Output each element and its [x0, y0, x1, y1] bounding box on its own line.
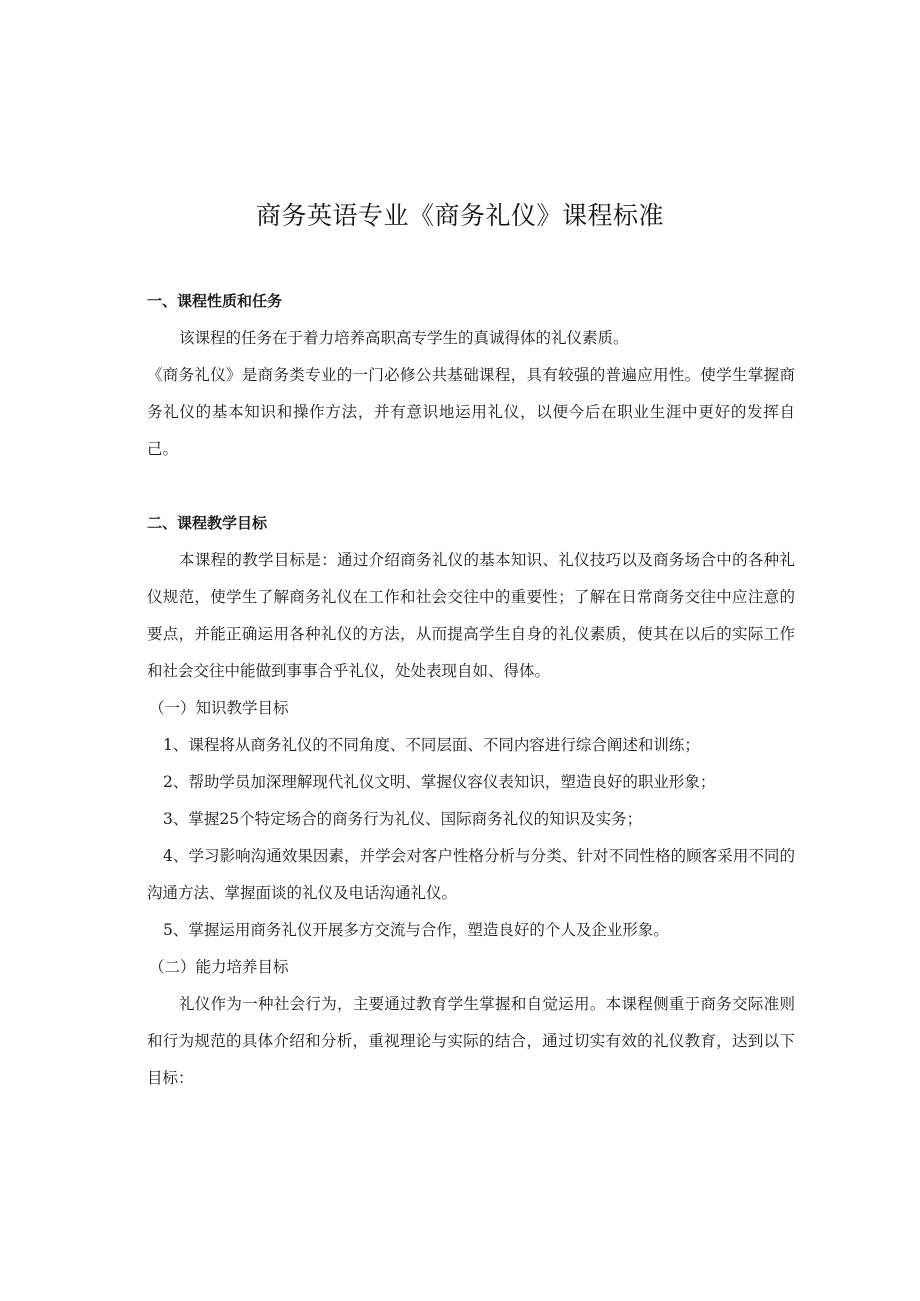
list-item: 2、帮助学员加深理解现代礼仪文明、掌握仪容仪表知识，塑造良好的职业形象； [163, 773, 716, 791]
section-heading-2: 二、课程教学目标 [147, 514, 268, 532]
list-item: 4、学习影响沟通效果因素，并学会对客户性格分析与分类、针对不同性格的顾客采用不同的沟通方法、掌握面谈的礼仪及电话沟通礼仪。 [147, 847, 795, 902]
subsection-heading-2: （二）能力培养目标 [149, 958, 289, 976]
paragraph: 该课程的任务在于着力培养高职高专学生的真诚得体的礼仪素质。 [179, 329, 629, 347]
paragraph: 《商务礼仪》是商务类专业的一门必修公共基础课程，具有较强的普遍应用性。使学生掌握商务礼仪的基本知识和操作方法，并有意识地运用礼仪，以便今后在职业生涯中更好的发挥自己。 [147, 366, 795, 458]
paragraph: 本课程的教学目标是：通过介绍商务礼仪的基本知识、礼仪技巧以及商务场合中的各种礼仪规范，使学生了解商务礼仪在工作和社会交往中的重要性；了解在日常商务交往中应注意的要点，并能正确运用各种礼仪的方法，从而提高学生自身的礼仪素质，使其在以后的实际工作和社会交往中能做到事事合乎礼仪，处处表现自如、得体。 [147, 551, 795, 680]
paragraph: 礼仪作为一种社会行为，主要通过教育学生掌握和自觉运用。本课程侧重于商务交际准则和行为规范的具体介绍和分析，重视理论与实际的结合，通过切实有效的礼仪教育，达到以下目标： [147, 995, 795, 1087]
subsection-heading-1: （一）知识教学目标 [149, 699, 289, 717]
page-title: 商务英语专业《商务礼仪》课程标准 [255, 201, 664, 230]
spacer [147, 468, 795, 505]
list-item: 5、掌握运用商务礼仪开展多方交流与合作，塑造良好的个人及企业形象。 [163, 921, 669, 939]
section-heading-1: 一、课程性质和任务 [147, 292, 283, 310]
list-item: 3、掌握25个特定场合的商务行为礼仪、国际商务礼仪的知识及实务； [163, 810, 643, 828]
list-item: 1、课程将从商务礼仪的不同角度、不同层面、不同内容进行综合阐述和训练； [163, 736, 700, 754]
document-body [147, 283, 795, 1097]
